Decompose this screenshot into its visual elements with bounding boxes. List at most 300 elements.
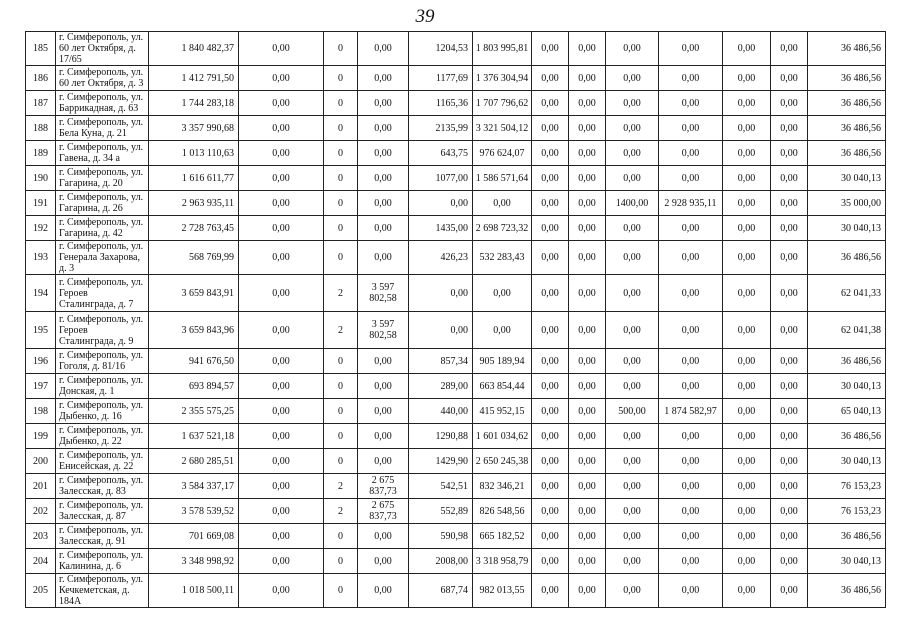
row-number-cell: 205 — [26, 574, 56, 608]
value-cell: 0,00 — [659, 275, 723, 312]
row-number-cell: 202 — [26, 499, 56, 524]
value-cell: 0,00 — [239, 66, 324, 91]
value-cell: 0,00 — [771, 374, 808, 399]
value-cell: 2 650 245,38 — [473, 449, 532, 474]
table-row — [26, 549, 886, 574]
value-cell: 1204,53 — [409, 32, 473, 66]
value-cell: 0,00 — [473, 275, 532, 312]
value-cell: 426,23 — [409, 241, 473, 275]
row-total-cell: 36 486,56 — [808, 574, 886, 608]
table-row — [26, 374, 886, 399]
value-cell: 0,00 — [606, 91, 659, 116]
row-number-cell: 189 — [26, 141, 56, 166]
value-cell: 0,00 — [569, 91, 606, 116]
value-cell: 0,00 — [659, 424, 723, 449]
address-cell: г. Симферополь, ул. Дыбенко, д. 16 — [56, 399, 149, 424]
address-cell: г. Симферополь, ул. Залесская, д. 91 — [56, 524, 149, 549]
total-cost-cell: 3 357 990,68 — [149, 116, 239, 141]
total-cost-cell: 3 348 998,92 — [149, 549, 239, 574]
housing-repair-table — [25, 31, 886, 608]
row-total-cell: 36 486,56 — [808, 116, 886, 141]
value-cell: 0,00 — [723, 524, 771, 549]
value-cell: 0,00 — [358, 216, 409, 241]
value-cell: 0,00 — [532, 374, 569, 399]
value-cell: 0,00 — [239, 349, 324, 374]
value-cell: 0,00 — [659, 216, 723, 241]
value-cell: 0,00 — [239, 191, 324, 216]
value-cell: 0,00 — [659, 474, 723, 499]
table-row — [26, 216, 886, 241]
value-cell: 0,00 — [723, 166, 771, 191]
value-cell: 0,00 — [723, 574, 771, 608]
row-total-cell: 36 486,56 — [808, 32, 886, 66]
value-cell: 0,00 — [606, 524, 659, 549]
value-cell: 0,00 — [358, 549, 409, 574]
value-cell: 0,00 — [771, 449, 808, 474]
value-cell: 0,00 — [659, 449, 723, 474]
value-cell: 0,00 — [723, 191, 771, 216]
value-cell: 0,00 — [569, 549, 606, 574]
value-cell: 1 601 034,62 — [473, 424, 532, 449]
address-cell: г. Симферополь, ул. Гоголя, д. 81/16 — [56, 349, 149, 374]
value-cell: 3 597 802,58 — [358, 275, 409, 312]
value-cell: 0,00 — [569, 191, 606, 216]
value-cell: 0,00 — [723, 549, 771, 574]
value-cell: 976 624,07 — [473, 141, 532, 166]
value-cell: 0,00 — [771, 275, 808, 312]
count-cell: 0 — [324, 399, 358, 424]
value-cell: 0,00 — [239, 549, 324, 574]
value-cell: 500,00 — [606, 399, 659, 424]
address-cell: г. Симферополь, ул. Калинина, д. 6 — [56, 549, 149, 574]
value-cell: 0,00 — [569, 399, 606, 424]
value-cell: 0,00 — [239, 449, 324, 474]
value-cell: 1 586 571,64 — [473, 166, 532, 191]
value-cell: 0,00 — [358, 191, 409, 216]
row-number-cell: 190 — [26, 166, 56, 191]
value-cell: 0,00 — [532, 166, 569, 191]
value-cell: 0,00 — [532, 549, 569, 574]
value-cell: 0,00 — [409, 312, 473, 349]
address-cell: г. Симферополь, ул. Залесская, д. 83 — [56, 474, 149, 499]
value-cell: 0,00 — [239, 32, 324, 66]
value-cell: 0,00 — [358, 141, 409, 166]
value-cell: 0,00 — [239, 216, 324, 241]
address-cell: г. Симферополь, ул. Донская, д. 1 — [56, 374, 149, 399]
value-cell: 0,00 — [771, 166, 808, 191]
total-cost-cell: 941 676,50 — [149, 349, 239, 374]
value-cell: 0,00 — [239, 275, 324, 312]
value-cell: 0,00 — [659, 241, 723, 275]
table-row — [26, 141, 886, 166]
value-cell: 0,00 — [358, 399, 409, 424]
total-cost-cell: 2 728 763,45 — [149, 216, 239, 241]
count-cell: 0 — [324, 141, 358, 166]
row-total-cell: 36 486,56 — [808, 241, 886, 275]
value-cell: 0,00 — [532, 524, 569, 549]
total-cost-cell: 1 744 283,18 — [149, 91, 239, 116]
value-cell: 0,00 — [606, 549, 659, 574]
count-cell: 0 — [324, 66, 358, 91]
value-cell: 0,00 — [473, 312, 532, 349]
row-total-cell: 76 153,23 — [808, 474, 886, 499]
value-cell: 0,00 — [358, 32, 409, 66]
value-cell: 0,00 — [532, 574, 569, 608]
value-cell: 0,00 — [409, 191, 473, 216]
value-cell: 0,00 — [239, 116, 324, 141]
value-cell: 0,00 — [606, 116, 659, 141]
count-cell: 0 — [324, 549, 358, 574]
value-cell: 0,00 — [723, 424, 771, 449]
count-cell: 0 — [324, 349, 358, 374]
total-cost-cell: 3 659 843,91 — [149, 275, 239, 312]
row-number-cell: 192 — [26, 216, 56, 241]
value-cell: 0,00 — [723, 275, 771, 312]
address-cell: г. Симферополь, ул. Гагарина, д. 20 — [56, 166, 149, 191]
table-row — [26, 241, 886, 275]
value-cell: 0,00 — [569, 141, 606, 166]
value-cell: 2 675 837,73 — [358, 474, 409, 499]
value-cell: 0,00 — [771, 216, 808, 241]
value-cell: 0,00 — [723, 241, 771, 275]
value-cell: 0,00 — [569, 241, 606, 275]
value-cell: 0,00 — [771, 191, 808, 216]
value-cell: 0,00 — [723, 399, 771, 424]
value-cell: 0,00 — [659, 91, 723, 116]
table-row — [26, 574, 886, 608]
row-number-cell: 193 — [26, 241, 56, 275]
value-cell: 0,00 — [358, 424, 409, 449]
row-total-cell: 30 040,13 — [808, 216, 886, 241]
value-cell: 0,00 — [532, 474, 569, 499]
table-row — [26, 399, 886, 424]
value-cell: 826 548,56 — [473, 499, 532, 524]
value-cell: 0,00 — [771, 116, 808, 141]
row-number-cell: 201 — [26, 474, 56, 499]
row-number-cell: 199 — [26, 424, 56, 449]
total-cost-cell: 1 840 482,37 — [149, 32, 239, 66]
value-cell: 0,00 — [723, 499, 771, 524]
row-number-cell: 195 — [26, 312, 56, 349]
address-cell: г. Симферополь, ул. Гагарина, д. 42 — [56, 216, 149, 241]
value-cell: 2 675 837,73 — [358, 499, 409, 524]
value-cell: 0,00 — [569, 474, 606, 499]
value-cell: 0,00 — [723, 349, 771, 374]
value-cell: 0,00 — [771, 399, 808, 424]
value-cell: 0,00 — [532, 399, 569, 424]
total-cost-cell: 3 584 337,17 — [149, 474, 239, 499]
address-cell: г. Симферополь, ул. Гагарина, д. 26 — [56, 191, 149, 216]
value-cell: 0,00 — [239, 524, 324, 549]
value-cell: 2008,00 — [409, 549, 473, 574]
row-number-cell: 191 — [26, 191, 56, 216]
table-row — [26, 116, 886, 141]
total-cost-cell: 2 680 285,51 — [149, 449, 239, 474]
value-cell: 0,00 — [239, 91, 324, 116]
value-cell: 0,00 — [771, 499, 808, 524]
total-cost-cell: 568 769,99 — [149, 241, 239, 275]
value-cell: 0,00 — [723, 66, 771, 91]
count-cell: 0 — [324, 574, 358, 608]
value-cell: 0,00 — [659, 312, 723, 349]
value-cell: 857,34 — [409, 349, 473, 374]
row-total-cell: 30 040,13 — [808, 166, 886, 191]
address-cell: г. Симферополь, ул. Баррикадная, д. 63 — [56, 91, 149, 116]
total-cost-cell: 3 578 539,52 — [149, 499, 239, 524]
row-number-cell: 185 — [26, 32, 56, 66]
address-cell: г. Симферополь, ул. Залесская, д. 87 — [56, 499, 149, 524]
value-cell: 1400,00 — [606, 191, 659, 216]
value-cell: 0,00 — [771, 349, 808, 374]
value-cell: 0,00 — [606, 241, 659, 275]
value-cell: 0,00 — [239, 499, 324, 524]
row-total-cell: 30 040,13 — [808, 549, 886, 574]
value-cell: 832 346,21 — [473, 474, 532, 499]
value-cell: 2135,99 — [409, 116, 473, 141]
value-cell: 905 189,94 — [473, 349, 532, 374]
row-total-cell: 36 486,56 — [808, 141, 886, 166]
value-cell: 0,00 — [723, 216, 771, 241]
value-cell: 0,00 — [771, 549, 808, 574]
value-cell: 0,00 — [569, 349, 606, 374]
total-cost-cell: 1 412 791,50 — [149, 66, 239, 91]
value-cell: 0,00 — [771, 474, 808, 499]
value-cell: 3 321 504,12 — [473, 116, 532, 141]
count-cell: 2 — [324, 474, 358, 499]
value-cell: 0,00 — [569, 524, 606, 549]
value-cell: 0,00 — [532, 275, 569, 312]
value-cell: 0,00 — [569, 424, 606, 449]
value-cell: 0,00 — [358, 449, 409, 474]
value-cell: 0,00 — [569, 312, 606, 349]
row-total-cell: 30 040,13 — [808, 449, 886, 474]
value-cell: 415 952,15 — [473, 399, 532, 424]
value-cell: 0,00 — [606, 499, 659, 524]
value-cell: 0,00 — [358, 574, 409, 608]
value-cell: 663 854,44 — [473, 374, 532, 399]
value-cell: 532 283,43 — [473, 241, 532, 275]
value-cell: 0,00 — [569, 166, 606, 191]
count-cell: 0 — [324, 216, 358, 241]
value-cell: 0,00 — [723, 449, 771, 474]
value-cell: 0,00 — [723, 474, 771, 499]
table-row — [26, 524, 886, 549]
row-total-cell: 36 486,56 — [808, 424, 886, 449]
value-cell: 0,00 — [771, 241, 808, 275]
value-cell: 1077,00 — [409, 166, 473, 191]
value-cell: 0,00 — [659, 32, 723, 66]
value-cell: 0,00 — [358, 374, 409, 399]
row-total-cell: 30 040,13 — [808, 374, 886, 399]
value-cell: 440,00 — [409, 399, 473, 424]
count-cell: 2 — [324, 275, 358, 312]
value-cell: 0,00 — [239, 141, 324, 166]
value-cell: 0,00 — [532, 32, 569, 66]
value-cell: 0,00 — [659, 374, 723, 399]
total-cost-cell: 2 355 575,25 — [149, 399, 239, 424]
row-total-cell: 36 486,56 — [808, 349, 886, 374]
value-cell: 1290,88 — [409, 424, 473, 449]
table-row — [26, 32, 886, 66]
value-cell: 0,00 — [723, 374, 771, 399]
table-row — [26, 474, 886, 499]
value-cell: 0,00 — [358, 166, 409, 191]
value-cell: 0,00 — [532, 91, 569, 116]
count-cell: 0 — [324, 424, 358, 449]
count-cell: 2 — [324, 312, 358, 349]
total-cost-cell: 693 894,57 — [149, 374, 239, 399]
value-cell: 590,98 — [409, 524, 473, 549]
value-cell: 0,00 — [606, 275, 659, 312]
row-total-cell: 36 486,56 — [808, 524, 886, 549]
row-total-cell: 35 000,00 — [808, 191, 886, 216]
table-row — [26, 166, 886, 191]
total-cost-cell: 701 669,08 — [149, 524, 239, 549]
value-cell: 0,00 — [771, 574, 808, 608]
address-cell: г. Симферополь, ул. Кечкеметская, д. 184А — [56, 574, 149, 608]
row-number-cell: 203 — [26, 524, 56, 549]
count-cell: 0 — [324, 166, 358, 191]
row-number-cell: 196 — [26, 349, 56, 374]
total-cost-cell: 1 013 110,63 — [149, 141, 239, 166]
value-cell: 0,00 — [358, 349, 409, 374]
count-cell: 0 — [324, 32, 358, 66]
value-cell: 0,00 — [532, 312, 569, 349]
value-cell: 0,00 — [239, 424, 324, 449]
total-cost-cell: 1 616 611,77 — [149, 166, 239, 191]
value-cell: 643,75 — [409, 141, 473, 166]
value-cell: 0,00 — [239, 241, 324, 275]
value-cell: 0,00 — [606, 166, 659, 191]
row-number-cell: 204 — [26, 549, 56, 574]
table-row — [26, 499, 886, 524]
value-cell: 0,00 — [606, 66, 659, 91]
value-cell: 0,00 — [532, 499, 569, 524]
value-cell: 0,00 — [358, 116, 409, 141]
value-cell: 0,00 — [771, 32, 808, 66]
value-cell: 0,00 — [771, 312, 808, 349]
count-cell: 0 — [324, 116, 358, 141]
total-cost-cell: 2 963 935,11 — [149, 191, 239, 216]
value-cell: 0,00 — [358, 66, 409, 91]
value-cell: 0,00 — [606, 216, 659, 241]
table-body — [26, 32, 886, 608]
value-cell: 0,00 — [659, 524, 723, 549]
count-cell: 2 — [324, 499, 358, 524]
count-cell: 0 — [324, 241, 358, 275]
value-cell: 0,00 — [723, 91, 771, 116]
value-cell: 0,00 — [239, 166, 324, 191]
value-cell: 0,00 — [358, 524, 409, 549]
value-cell: 0,00 — [532, 449, 569, 474]
count-cell: 0 — [324, 449, 358, 474]
value-cell: 0,00 — [659, 66, 723, 91]
value-cell: 0,00 — [239, 312, 324, 349]
value-cell: 1435,00 — [409, 216, 473, 241]
row-total-cell: 62 041,33 — [808, 275, 886, 312]
count-cell: 0 — [324, 191, 358, 216]
row-total-cell: 62 041,38 — [808, 312, 886, 349]
value-cell: 0,00 — [659, 574, 723, 608]
address-cell: г. Симферополь, ул. Дыбенко, д. 22 — [56, 424, 149, 449]
row-number-cell: 200 — [26, 449, 56, 474]
value-cell: 0,00 — [358, 91, 409, 116]
row-total-cell: 36 486,56 — [808, 91, 886, 116]
value-cell: 0,00 — [239, 474, 324, 499]
value-cell: 687,74 — [409, 574, 473, 608]
value-cell: 0,00 — [606, 449, 659, 474]
value-cell: 0,00 — [659, 116, 723, 141]
value-cell: 0,00 — [606, 574, 659, 608]
value-cell: 0,00 — [659, 499, 723, 524]
value-cell: 0,00 — [532, 349, 569, 374]
value-cell: 0,00 — [532, 116, 569, 141]
address-cell: г. Симферополь, ул. 60 лет Октября, д. 17/65 — [56, 32, 149, 66]
value-cell: 0,00 — [771, 91, 808, 116]
value-cell: 1429,90 — [409, 449, 473, 474]
value-cell: 0,00 — [239, 374, 324, 399]
value-cell: 0,00 — [358, 241, 409, 275]
value-cell: 0,00 — [569, 66, 606, 91]
value-cell: 0,00 — [771, 66, 808, 91]
table-row — [26, 312, 886, 349]
value-cell: 0,00 — [606, 424, 659, 449]
value-cell: 1177,69 — [409, 66, 473, 91]
value-cell: 289,00 — [409, 374, 473, 399]
value-cell: 0,00 — [239, 399, 324, 424]
table-row — [26, 424, 886, 449]
total-cost-cell: 3 659 843,96 — [149, 312, 239, 349]
value-cell: 0,00 — [569, 275, 606, 312]
row-number-cell: 198 — [26, 399, 56, 424]
value-cell: 0,00 — [606, 374, 659, 399]
table-row — [26, 191, 886, 216]
page-number: 39 — [415, 6, 435, 27]
table-row — [26, 66, 886, 91]
value-cell: 2 928 935,11 — [659, 191, 723, 216]
value-cell: 0,00 — [606, 32, 659, 66]
address-cell: г. Симферополь, ул. Гавена, д. 34 а — [56, 141, 149, 166]
value-cell: 982 013,55 — [473, 574, 532, 608]
value-cell: 0,00 — [771, 141, 808, 166]
address-cell: г. Симферополь, ул. Енисейская, д. 22 — [56, 449, 149, 474]
value-cell: 0,00 — [532, 66, 569, 91]
value-cell: 3 597 802,58 — [358, 312, 409, 349]
value-cell: 0,00 — [569, 499, 606, 524]
value-cell: 542,51 — [409, 474, 473, 499]
address-cell: г. Симферополь, ул. Генерала Захарова, д. 3 — [56, 241, 149, 275]
address-cell: г. Симферополь, ул. Бела Куна, д. 21 — [56, 116, 149, 141]
value-cell: 1 376 304,94 — [473, 66, 532, 91]
value-cell: 0,00 — [569, 216, 606, 241]
count-cell: 0 — [324, 524, 358, 549]
value-cell: 0,00 — [569, 374, 606, 399]
value-cell: 0,00 — [659, 549, 723, 574]
value-cell: 1165,36 — [409, 91, 473, 116]
value-cell: 0,00 — [409, 275, 473, 312]
row-number-cell: 188 — [26, 116, 56, 141]
value-cell: 0,00 — [659, 166, 723, 191]
value-cell: 0,00 — [532, 241, 569, 275]
value-cell: 0,00 — [532, 141, 569, 166]
value-cell: 0,00 — [606, 312, 659, 349]
row-total-cell: 65 040,13 — [808, 399, 886, 424]
row-number-cell: 197 — [26, 374, 56, 399]
value-cell: 0,00 — [239, 574, 324, 608]
value-cell: 0,00 — [723, 312, 771, 349]
value-cell: 0,00 — [723, 116, 771, 141]
value-cell: 1 874 582,97 — [659, 399, 723, 424]
